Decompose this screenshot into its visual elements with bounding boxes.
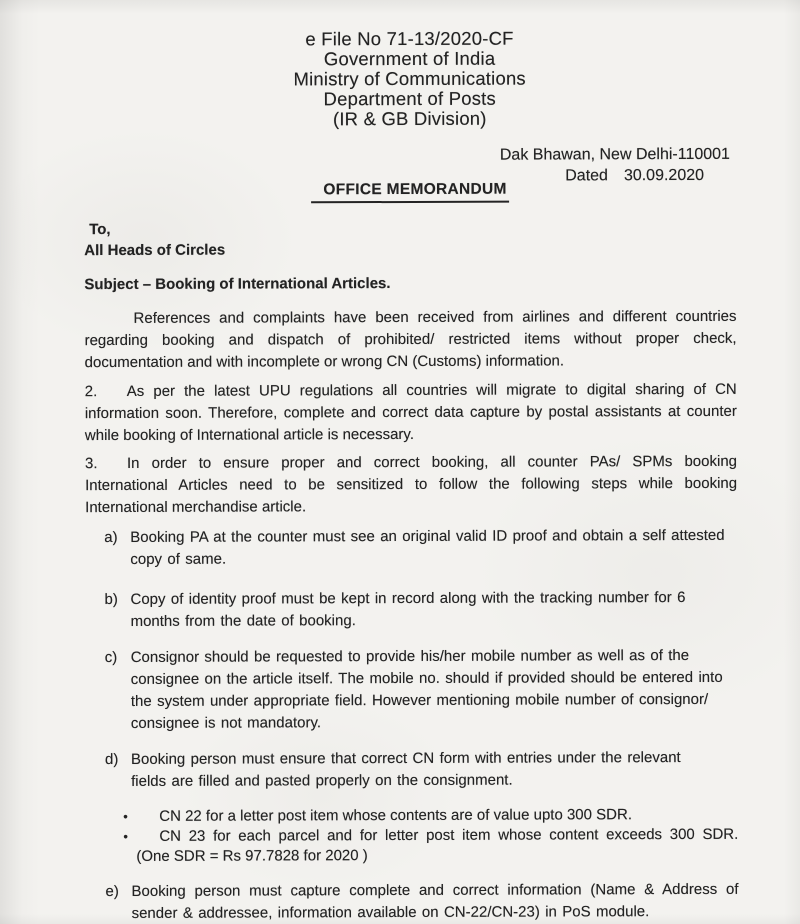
bullet-note: (One SDR = Rs 97.7828 for 2020 ) <box>136 847 368 865</box>
date-label: Dated <box>565 167 608 185</box>
addressee-name: All Heads of Circles <box>84 241 226 260</box>
bullet-list <box>86 805 738 867</box>
paragraph-text: As per the latest UPU regulations all countries will migrate to digital sharing of CN <box>126 380 737 400</box>
list-item-text <box>131 645 738 735</box>
list-item-text <box>131 879 738 924</box>
list-item-d <box>86 747 738 793</box>
list-marker: d) <box>105 750 119 769</box>
paragraph-line: regarding booking and dispatch of prohibited/ restricted items without proper check, <box>84 329 737 350</box>
bullet-text: CN 22 for a letter post item whose contents are of value upto 300 SDR. <box>159 806 633 825</box>
paragraph-line: International merchandise article. <box>85 498 307 517</box>
paragraph-line: documentation and with incomplete or wrong CN (Customs) information. <box>84 352 565 372</box>
paragraph-text: In order to ensure proper and correct booking, all counter PAs/ SPMs booking <box>126 452 738 472</box>
item-line: Booking person must capture complete and correct information (Name & Address of <box>131 880 739 900</box>
bullet-item <box>86 825 738 847</box>
memo-title: OFFICE MEMORANDUM <box>311 179 508 204</box>
subject-line: Subject – Booking of International Articles. <box>84 275 391 294</box>
list-marker: e) <box>105 882 119 901</box>
item-line: Consignor should be requested to provide his/her mobile number as well as of the <box>130 646 690 666</box>
addressee-to: To, <box>89 221 111 239</box>
item-line: consignee is not mandatory. <box>130 714 322 732</box>
paragraph-line <box>85 379 737 403</box>
org-line-ministry: Ministry of Communications <box>293 67 526 90</box>
bullet-text: CN 23 for each parcel and for letter post item whose content exceeds 300 SDR. <box>159 825 739 845</box>
paragraph-line <box>85 451 737 475</box>
item-line: Booking person must ensure that correct CN form with entries under the relevant <box>131 749 681 768</box>
paragraph-3 <box>85 451 737 519</box>
list-item-text <box>130 587 737 633</box>
list-item-e <box>86 879 738 924</box>
org-line-department: Department of Posts <box>323 87 496 110</box>
item-line: consignee on the article itself. The mobile no. should if provided should be entered into <box>130 668 723 688</box>
item-line: fields are filled and pasted properly on the consignment. <box>131 771 513 790</box>
file-number: e File No 71-13/2020-CF <box>305 27 514 50</box>
paragraph-line: while booking of International article is necessary. <box>84 425 414 445</box>
paragraph-2 <box>85 379 737 447</box>
letterhead <box>83 28 735 130</box>
org-line-government: Government of India <box>323 47 496 70</box>
bullet-item <box>86 805 738 827</box>
list-item-c <box>86 645 738 735</box>
date-value: 30.09.2020 <box>623 166 705 185</box>
paragraph-number: 3. <box>84 455 98 473</box>
paragraph-number: 2. <box>84 383 98 401</box>
bullet-icon: • <box>123 808 128 824</box>
list-item-text <box>130 525 737 571</box>
item-line: copy of same. <box>130 550 227 568</box>
item-line: sender & addressee, information available on CN-22/CN-23) in PoS module. <box>131 903 650 922</box>
item-line: the system under appropriate field. However mentioning mobile number of consignor/ <box>130 690 709 710</box>
org-line-division: (IR & GB Division) <box>332 107 487 130</box>
list-marker: b) <box>104 590 118 609</box>
item-line: Booking PA at the counter must see an original valid ID proof and obtain a self attested <box>130 526 725 546</box>
item-line: Copy of identity proof must be kept in record along with the tracking number for 6 <box>130 589 686 608</box>
paragraph-line: information soon. Therefore, complete and correct data capture by postal assistants at counter <box>84 402 737 423</box>
list-item-text <box>131 747 738 793</box>
list-item-b <box>85 587 737 633</box>
list-marker: a) <box>104 528 118 547</box>
paragraph-1 <box>84 306 736 374</box>
place-line: Dak Bhawan, New Delhi-110001 <box>499 145 730 164</box>
item-line: months from the date of booking. <box>130 612 356 630</box>
list-marker: c) <box>104 648 118 667</box>
paragraph-line: References and complaints have been received from airlines and different countries <box>133 307 737 327</box>
bullet-icon: • <box>123 828 128 844</box>
paragraph-line: International Articles need to be sensitized to follow the following steps while booking <box>85 474 738 495</box>
list-item-a <box>85 525 737 571</box>
